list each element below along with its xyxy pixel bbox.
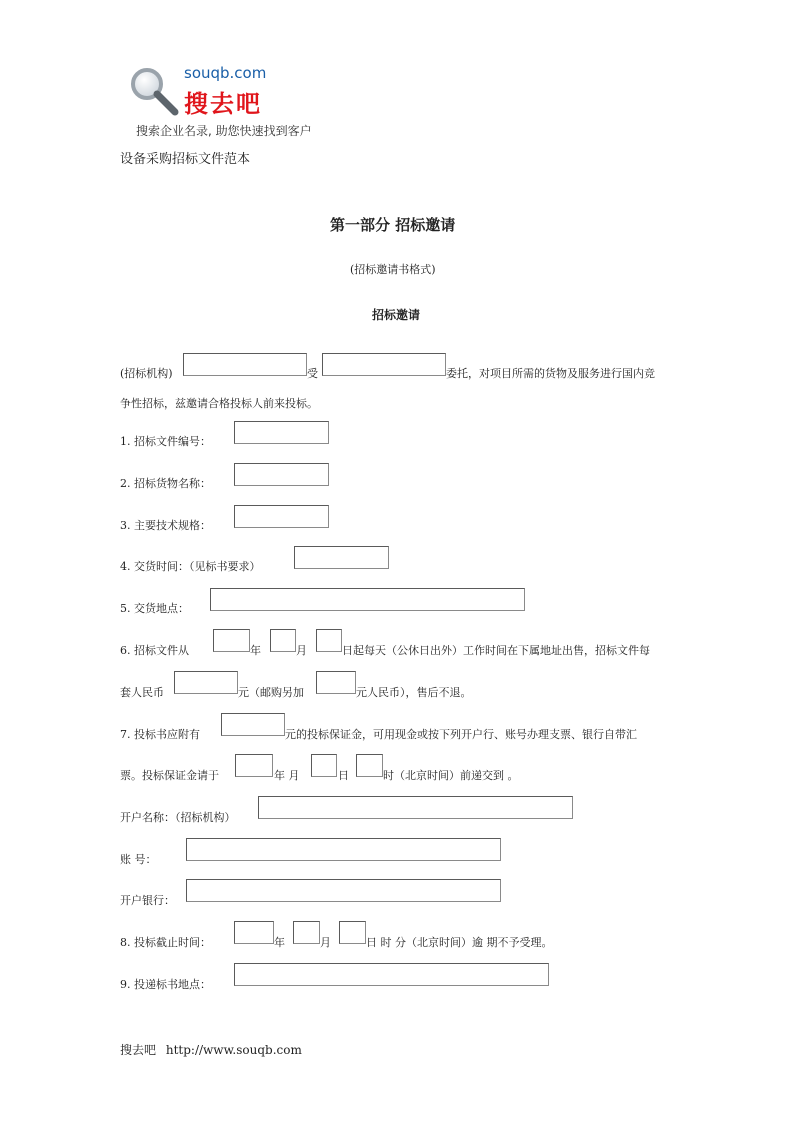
- item-6-price-label: 套人民币: [120, 686, 164, 699]
- delivery-time-field[interactable]: [294, 546, 389, 569]
- intro-mid: 受: [307, 367, 318, 380]
- spec-field[interactable]: [234, 505, 329, 528]
- price-field[interactable]: [174, 671, 238, 694]
- item-7-deadline-label: 票。投标保证金请于: [120, 769, 219, 782]
- account-number-label: 账 号：: [120, 853, 157, 866]
- footer-url[interactable]: http://www.souqb.com: [165, 1043, 302, 1057]
- item-6-tail: 元人民币），售后不退。: [356, 686, 472, 699]
- sale-month-field[interactable]: [270, 629, 296, 652]
- sale-month-unit: 月: [296, 644, 307, 657]
- deadline-month-field[interactable]: [293, 921, 320, 944]
- tender-number-field[interactable]: [234, 421, 329, 444]
- deposit-year-month-unit: 年 月: [274, 769, 300, 782]
- logo-tagline: 搜索企业名录, 助您快速找到客户: [136, 124, 312, 138]
- item-5-label: 5. 交货地点：: [120, 602, 189, 615]
- deposit-day-unit: 日: [338, 769, 349, 782]
- item-1-label: 1. 招标文件编号：: [120, 435, 211, 448]
- account-name-field[interactable]: [258, 796, 573, 819]
- item-7-text: 元的投标保证金，可用现金或按下列开户行、账号办理支票、银行自带汇: [285, 728, 637, 741]
- intro-suffix: 委托，对项目所需的货物及服务进行国内竞: [446, 367, 655, 380]
- document-title: 设备采购招标文件范本: [120, 152, 251, 167]
- footer: [120, 1041, 302, 1058]
- sale-year-field[interactable]: [213, 629, 250, 652]
- mail-fee-field[interactable]: [316, 671, 356, 694]
- magnifier-logo-icon: [129, 66, 181, 118]
- format-note: (招标邀请书格式): [350, 263, 436, 276]
- submission-place-field[interactable]: [234, 963, 549, 986]
- intro-prefix: (招标机构): [120, 367, 173, 380]
- deposit-year-field[interactable]: [235, 754, 273, 777]
- tender-agency-field[interactable]: [183, 353, 307, 376]
- item-7-label: 7. 投标书应附有: [120, 728, 200, 741]
- client-field[interactable]: [322, 353, 446, 376]
- item-6-label: 6. 招标文件从: [120, 644, 189, 657]
- part-title: 第一部分 招标邀请: [330, 216, 456, 234]
- item-2-label: 2. 招标货物名称：: [120, 477, 211, 490]
- item-8-tail: 日 时 分（北京时间）逾 期不予受理。: [366, 936, 553, 949]
- deposit-day-field[interactable]: [311, 754, 337, 777]
- logo-name: 搜去吧: [184, 90, 262, 118]
- item-9-label: 9. 投递标书地点：: [120, 978, 211, 991]
- delivery-place-field[interactable]: [210, 588, 525, 611]
- item-8-label: 8. 投标截止时间：: [120, 936, 211, 949]
- footer-brand: 搜去吧: [120, 1043, 157, 1057]
- sale-year-unit: 年: [250, 644, 261, 657]
- intro-line2: 争性招标，兹邀请合格投标人前来投标。: [120, 397, 318, 410]
- account-bank-field[interactable]: [186, 879, 501, 902]
- deadline-year-field[interactable]: [234, 921, 274, 944]
- deposit-hour-field[interactable]: [356, 754, 383, 777]
- goods-name-field[interactable]: [234, 463, 329, 486]
- account-number-field[interactable]: [186, 838, 501, 861]
- item-3-label: 3. 主要技术规格：: [120, 519, 211, 532]
- account-bank-label: 开户银行：: [120, 894, 175, 907]
- deadline-day-field[interactable]: [339, 921, 366, 944]
- item-6-mail-label: 元（邮购另加: [238, 686, 304, 699]
- deadline-month-unit: 月: [320, 936, 331, 949]
- deposit-amount-field[interactable]: [221, 713, 285, 736]
- deadline-year-unit: 年: [274, 936, 285, 949]
- item-4-label: 4. 交货时间：（见标书要求）: [120, 560, 261, 573]
- sale-day-field[interactable]: [316, 629, 342, 652]
- item-7-deadline-tail: 时（北京时间）前递交到 。: [383, 769, 519, 782]
- logo-site: souqb.com: [184, 64, 267, 82]
- account-name-label: 开户名称：（招标机构）: [120, 811, 236, 824]
- item-6-text: 日起每天（公休日出外）工作时间在下属地址出售，招标文件每: [342, 644, 650, 657]
- letter-title: 招标邀请: [372, 308, 421, 322]
